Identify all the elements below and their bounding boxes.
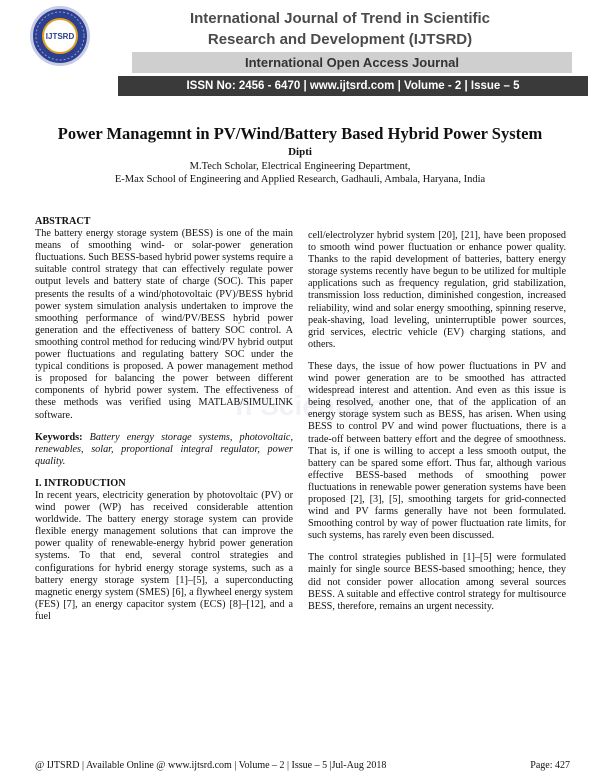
intro-heading: I. INTRODUCTION — [35, 477, 126, 489]
affiliation-line2: E-Max School of Engineering and Applied Research, Gadhauli, Ambala, Haryana, India — [114, 174, 486, 185]
page-number: Page: 427 — [530, 760, 570, 771]
right-paragraph-1: cell/electrolyzer hybrid system [20], [21], have been proposed to smooth wind power fluctuation or enhance power quality. Thanks to the rapid development of batteries, battery energy storage systems recently have begun to be utilized for multiple applications such as frequency regulation, grid stabilization, transmission loss reduction, diminished congestion, increased reliability, wind and solar energy smoothing, spinning reserve, peak-shaving, load leveling, uninterruptible power sources, grid services, electric vehicle (EV) charging stations, and others. — [308, 230, 566, 350]
affiliation-line1: M.Tech Scholar, Electrical Engineering Department, — [189, 161, 411, 172]
logo-text: IJTSRD — [42, 18, 78, 54]
right-column — [308, 230, 566, 613]
abstract-text: The battery energy storage system (BESS) is one of the main means of smoothing wind- or solar-power generation fluctuations. Such BESS-based hybrid power systems require a suitable control strategy that can effectively regulate power output levels and battery state of charge (SOC). This paper presents the results of a wind/photovoltaic (PV)/BESS hybrid power system simulation analysis undertaken to improve the smoothing performance of wind/PV/BESS hybrid power generation and the effectiveness of battery SOC control. A smoothing control method for reducing wind/PV hybrid output power fluctuations and regulating battery SOC under the typical conditions is proposed. A power management method is proposed for balancing the power between different components of hybrid power system. The effectiveness of these methods was verified using MATLAB/SIMULINK software. — [35, 228, 293, 421]
journal-header — [0, 0, 600, 100]
journal-subtitle: International Open Access Journal — [132, 52, 572, 73]
watermark: n Scientific — [235, 390, 385, 421]
keywords-label: Keywords: — [35, 431, 83, 443]
intro-text: In recent years, electricity generation by photovoltaic (PV) or wind power (WP) has received considerable attention worldwide. The battery energy storage system can provide flexible energy management solutions that can improve the power quality of renewable-energy hybrid power generation systems. To that end, several control strategies and configurations for hybrid energy storage systems, such as a battery energy storage system [1]–[5], a superconducting magnetic energy system (SMES) [6], a flywheel energy system (FES) [7], an energy capacitor system (ECS) [8]–[12], and a fuel — [35, 489, 293, 622]
right-paragraph-2: These days, the issue of how power fluctuations in PV and wind power generation are to be smoothed has attracted widespread interest and attention. And even as this issue is being resolved, another one, that of the application of an energy storage system such as BESS, has arisen. When using BESS to control PV and wind power fluctuations, there is a trade-off between battery effort and the degree of smoothness. That is, if one is willing to accept a less smooth output, the battery can be spared some effort. Thus far, although various effective BESS-based methods of smoothing power fluctuations in renewable power generation systems have been proposed [2], [3], [5], smoothing targets for grid-connected wind and PV farms generally have not been formulated. Smoothing control by way of power fluctuation rate limits, for such systems, has rarely even been discussed. — [308, 360, 566, 542]
paper-affiliation — [0, 160, 600, 186]
left-column — [35, 216, 293, 623]
keywords-text: Battery energy storage systems, photovoltaic, renewables, solar, proportional integral regulator, power quality. — [35, 431, 293, 467]
journal-title — [100, 8, 580, 50]
abstract-heading: ABSTRACT — [35, 216, 91, 227]
right-paragraph-3: The control strategies published in [1]–[5] were formulated mainly for single source BESS-based smoothing; hence, they did not consider power allocation among several sources BESS. A suitable and effective control strategy for multisource BESS, therefore, remains an urgent necessity. — [308, 552, 566, 612]
journal-title-line2: Research and Development (IJTSRD) — [207, 31, 473, 48]
issn-bar: ISSN No: 2456 - 6470 | www.ijtsrd.com | Volume - 2 | Issue – 5 — [118, 76, 588, 96]
footer-info: @ IJTSRD | Available Online @ www.ijtsrd.com | Volume – 2 | Issue – 5 |Jul-Aug 2018 — [35, 760, 387, 771]
keywords — [35, 432, 293, 468]
journal-logo — [30, 6, 90, 66]
journal-title-line1: International Journal of Trend in Scientific — [189, 10, 491, 27]
paper-title: Power Managemnt in PV/Wind/Battery Based Hybrid Power System — [57, 124, 543, 143]
paper-author: Dipti — [288, 146, 312, 158]
